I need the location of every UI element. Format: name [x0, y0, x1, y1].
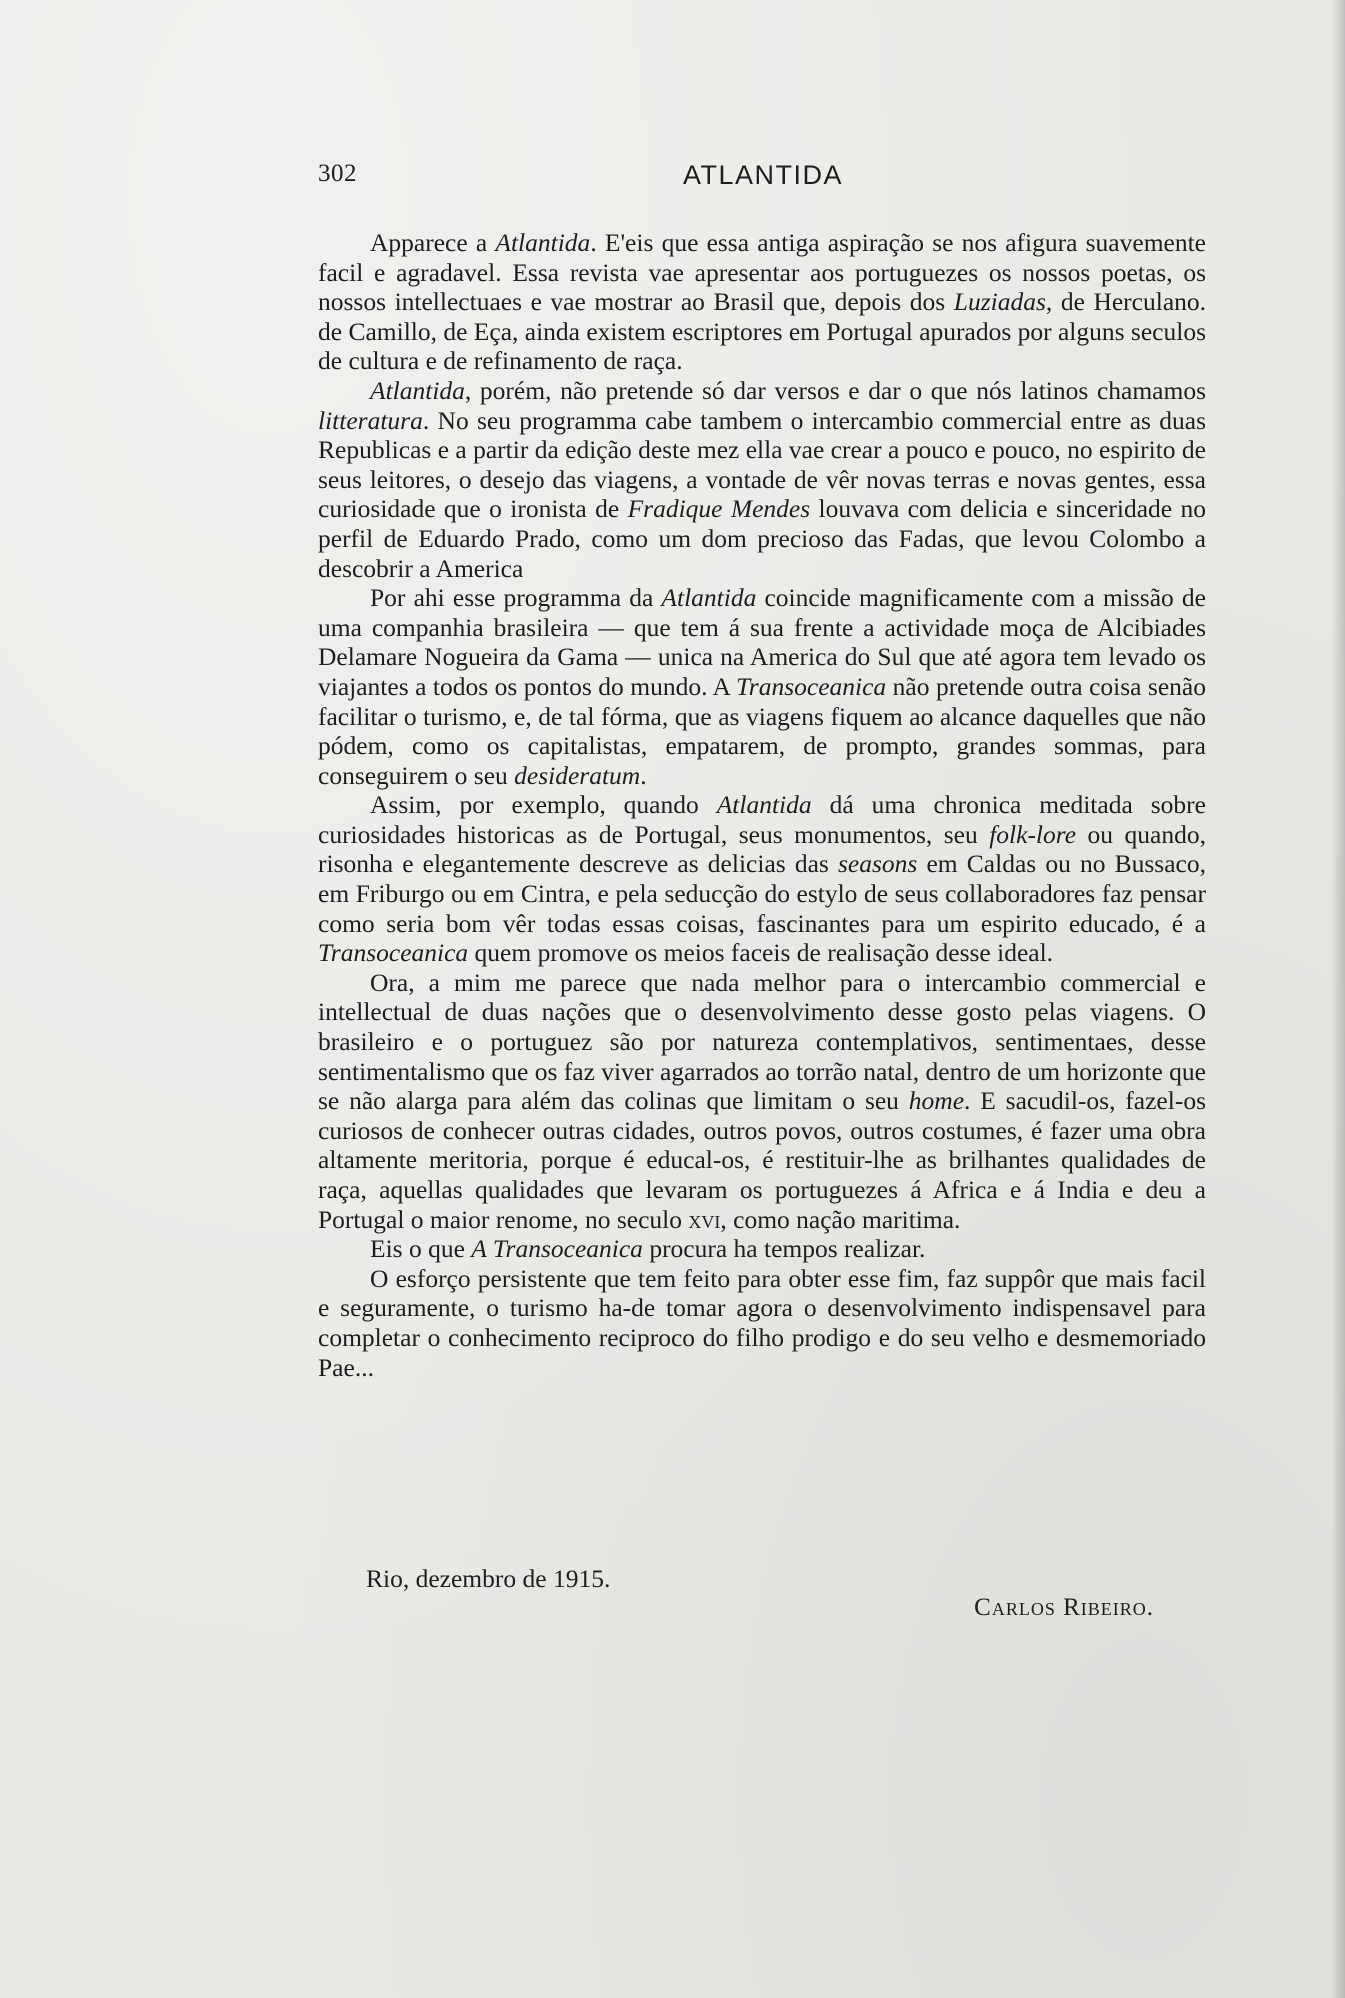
page-edge-shadow — [1331, 0, 1345, 1998]
text-run: coincide magnificamente com a missão de uma companhia brasileira — que tem á sua frente a actividade moça de Alcibiades Delamare Nogueira da Gama — unica na America do Sul que até agora tem levado os viajantes a todos os pontos do mundo. A — [318, 583, 1206, 701]
italic-text: Atlantida — [661, 583, 757, 613]
italic-text: Fradique Mendes — [627, 494, 811, 524]
italic-text: Atlantida — [716, 790, 812, 820]
text-run: Apparece a — [370, 228, 496, 257]
italic-text: Transoceanica — [736, 671, 887, 701]
author-signature: Carlos Ribeiro. — [974, 1594, 1154, 1621]
italic-text: Atlantida — [495, 228, 591, 257]
text-run: ou quando, risonha e elegantemente descreve as delicias das — [318, 819, 1206, 879]
small-caps-text: xvi — [688, 1204, 721, 1234]
page-number: 302 — [318, 160, 357, 187]
text-run: O esforço persistente que tem feito para obter esse fim, faz suppôr que mais facil e seguramente, o turismo ha-de tomar agora o desenvolvimento indispensavel para completar o conhecimento reciproco do filho prodigo e do seu velho e desmemoriado Pae... — [318, 1263, 1206, 1382]
paragraph — [318, 583, 1206, 790]
text-run: , porém, não pretende só dar versos e dar o que nós latinos chamamos — [464, 375, 1206, 405]
italic-text: A Transoceanica — [471, 1234, 643, 1264]
paragraph — [318, 228, 1206, 376]
running-title: ATLANTIDA — [683, 160, 844, 190]
text-run: quem promove os meios faceis de realisação desse ideal. — [468, 938, 1054, 968]
place-date: Rio, dezembro de 1915. — [366, 1564, 611, 1593]
text-run: em Caldas ou no Bussaco, em Friburgo ou em Cintra, e pela seducção do estylo de seus collaboradores faz pensar como seria bom vêr todas essas coisas, fascinantes para um espirito educado, é a — [318, 849, 1206, 938]
italic-text: folk-lore — [989, 819, 1077, 849]
italic-text: Luziadas — [953, 287, 1046, 317]
paragraph — [318, 790, 1206, 968]
text-run: , de Herculano. de Camillo, de Eça, ainda existem escriptores em Portugal apurados por alguns seculos de cultura e de refinamento de raça. — [318, 287, 1207, 376]
article-body — [318, 228, 1206, 1382]
italic-text: home — [908, 1086, 965, 1116]
paragraph — [318, 968, 1206, 1234]
italic-text: Atlantida — [370, 375, 465, 405]
paragraph — [318, 1234, 1206, 1264]
text-run: , como nação maritima. — [720, 1204, 961, 1234]
text-run: louvava com delicia e sinceridade no perfil de Eduardo Prado, como um dom precioso das Fadas, que levou Colombo a descobrir a America — [318, 494, 1206, 583]
text-run: dá uma chronica meditada sobre curiosidades historicas as de Portugal, seus monumentos, seu — [318, 790, 1206, 849]
paragraph — [318, 376, 1206, 583]
text-run: . — [640, 760, 647, 790]
italic-text: litteratura — [318, 405, 423, 435]
text-run: Ora, a mim me parece que nada melhor para o intercambio commercial e intellectual de duas nações que o desenvolvimento desse gosto pelas viagens. O brasileiro e o portuguez são por natureza contemplativos, sentimentaes, desse sentimentalismo que os faz viver agarrados ao torrão natal, dentro de um horizonte que se não alarga para além das colinas que limitam o seu — [318, 967, 1206, 1116]
italic-text: desideratum — [514, 760, 641, 790]
text-run: Assim, por exemplo, quando — [370, 790, 717, 820]
text-run: Eis o que — [370, 1234, 472, 1264]
text-run: . E sacudil-os, fazel-os curiosos de conhecer outras cidades, outros povos, outros costumes, é fazer uma obra altamente meritoria, porque é educal-os, é restituir-lhe as brilhantes qualidades de raça, aquellas qualidades que levaram os portuguezes á Africa e á India e deu a Portugal o maior renome, no seculo — [318, 1086, 1207, 1234]
page-header — [318, 160, 1206, 200]
text-run: não pretende outra coisa senão facilitar o turismo, e, de tal fórma, que as viagens fiquem ao alcance daquelles que não pódem, como os capitalistas, empatarem, de prompto, grandes sommas, para conseguirem o seu — [318, 671, 1206, 790]
paragraph — [318, 1264, 1206, 1382]
article-closing — [318, 1564, 1206, 1644]
text-run: procura ha tempos realizar. — [642, 1234, 926, 1264]
text-run: . E'eis que essa antiga aspiração se nos afigura suavemente facil e agradavel. Essa revista vae apresentar aos portuguezes os nossos poetas, os nossos intellectuaes e vae mostrar ao Brasil que, depois dos — [318, 228, 1206, 317]
text-run: . No seu programma cabe tambem o intercambio commercial entre as duas Republicas e a partir da edição deste mez ella vae crear a pouco e pouco, no espirito de seus leitores, o desejo das viagens, a vontade de vêr novas terras e novas gentes, essa curiosidade que o ironista de — [318, 405, 1206, 524]
italic-text: Transoceanica — [318, 938, 469, 968]
italic-text: seasons — [837, 849, 918, 879]
text-run: Por ahi esse programma da — [370, 583, 662, 613]
